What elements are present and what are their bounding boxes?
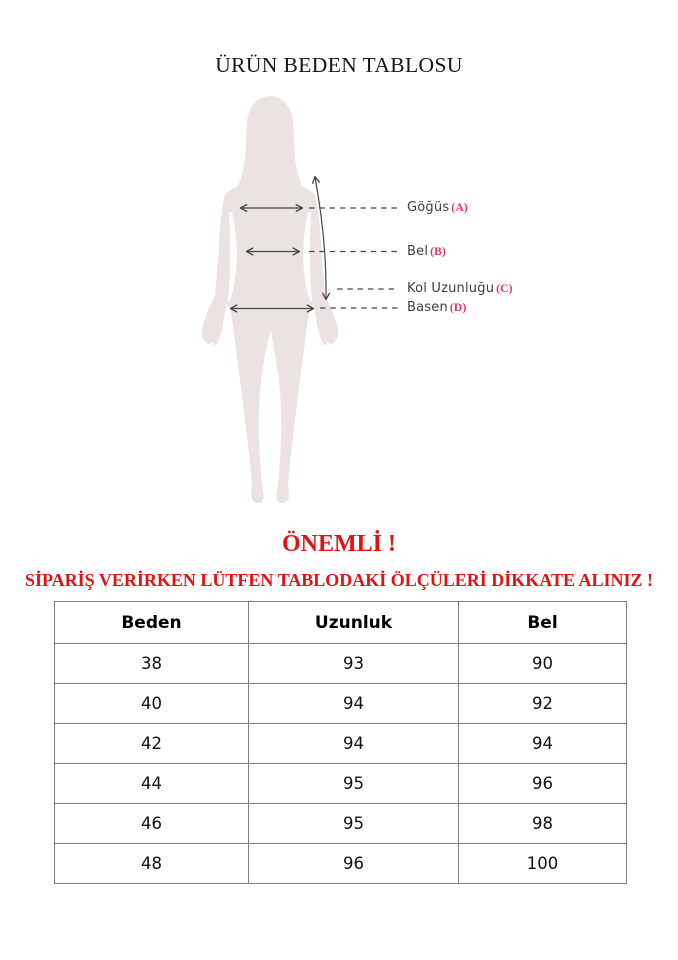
size-cell: 98 (459, 804, 627, 844)
arm-length-arrow (315, 177, 326, 299)
size-cell: 93 (249, 644, 459, 684)
measurement-marker-c: (C) (496, 283, 513, 295)
column-header-uzunluk: Uzunluk (249, 602, 459, 644)
size-cell: 100 (459, 844, 627, 884)
size-cell: 90 (459, 644, 627, 684)
size-cell: 94 (249, 684, 459, 724)
size-cell: 96 (249, 844, 459, 884)
size-cell: 92 (459, 684, 627, 724)
measurement-label-text: Bel (407, 244, 429, 259)
size-cell: 44 (55, 764, 249, 804)
size-cell: 38 (55, 644, 249, 684)
size-cell: 96 (459, 764, 627, 804)
size-table-row (55, 684, 627, 724)
size-table-header-row (55, 602, 627, 644)
column-header-bel: Bel (459, 602, 627, 644)
measurement-marker-b: (B) (430, 246, 447, 258)
size-cell: 46 (55, 804, 249, 844)
size-table (54, 601, 627, 884)
measurement-label-text: Basen (407, 300, 448, 315)
measurement-label-hip (407, 300, 466, 316)
measurement-diagram (0, 85, 678, 520)
measurement-label-arm-length (407, 281, 513, 297)
size-cell: 40 (55, 684, 249, 724)
measurement-label-waist (407, 244, 446, 260)
column-header-beden: Beden (55, 602, 249, 644)
page-title: ÜRÜN BEDEN TABLOSU (215, 53, 463, 77)
measurement-label-text: Göğüs (407, 200, 450, 215)
size-table-row (55, 644, 627, 684)
size-cell: 95 (249, 764, 459, 804)
important-heading: ÖNEMLİ ! (282, 531, 396, 557)
size-table-row (55, 804, 627, 844)
size-cell: 94 (249, 724, 459, 764)
size-cell: 48 (55, 844, 249, 884)
warning-text: SİPARİŞ VERİRKEN LÜTFEN TABLODAKİ ÖLÇÜLERİ DİKKATE ALINIZ ! (25, 570, 653, 590)
size-cell: 42 (55, 724, 249, 764)
size-table-row (55, 844, 627, 884)
measurement-label-text: Kol Uzunluğu (407, 281, 495, 296)
measurement-label-chest (407, 200, 468, 216)
measurement-arrows-graphic (0, 85, 678, 520)
size-cell: 94 (459, 724, 627, 764)
size-table-row (55, 724, 627, 764)
size-table-row (55, 764, 627, 804)
measurement-marker-a: (A) (451, 202, 468, 214)
measurement-marker-d: (D) (449, 302, 467, 314)
size-cell: 95 (249, 804, 459, 844)
